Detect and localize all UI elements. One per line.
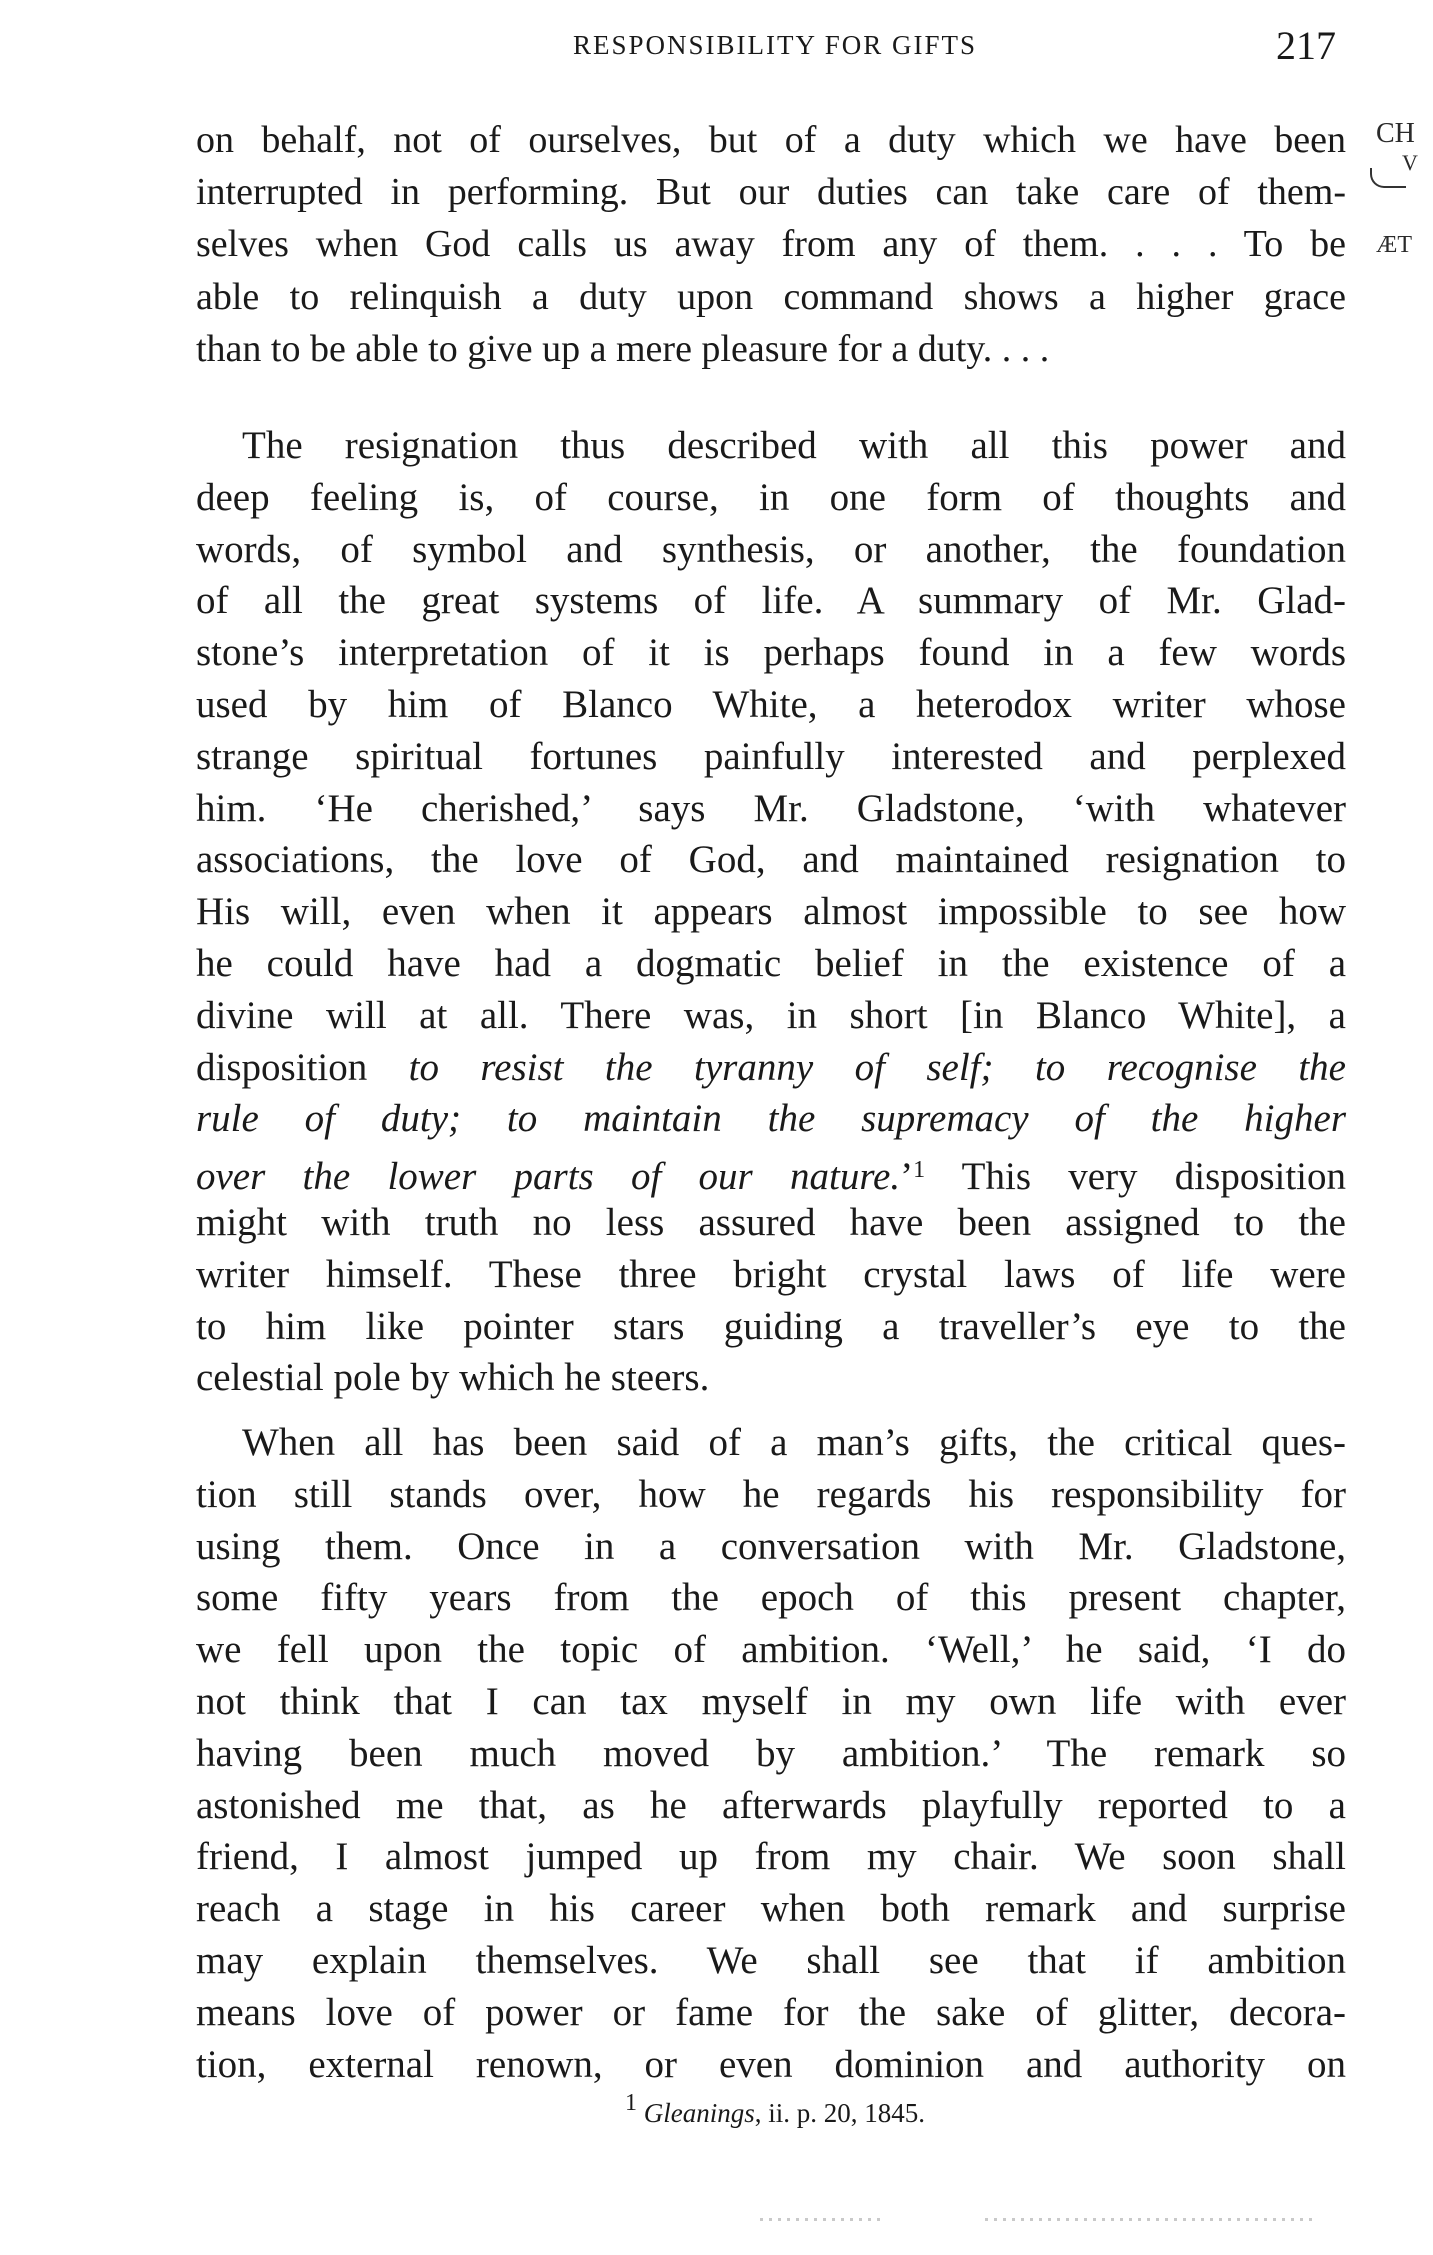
quote-line: able to relinquish a duty upon command shows a higher grace — [196, 275, 1346, 318]
text-line: words, of symbol and synthesis, or another, the foundation — [196, 527, 1346, 571]
text-run: This very disposition — [925, 1155, 1347, 1199]
paragraph-resignation — [196, 420, 1346, 1404]
footnote-marker: 1 — [624, 2090, 637, 2116]
margin-note-v: V — [1402, 150, 1418, 175]
text-line: stone’s interpretation of it is perhaps found in a few words — [196, 631, 1346, 675]
text-line: tion still stands over, how he regards his responsibility for — [196, 1472, 1346, 1516]
scan-speckle — [760, 2218, 880, 2221]
text-line: strange spiritual fortunes painfully interested and perplexed — [196, 734, 1346, 778]
text-line: astonished me that, as he afterwards playfully reported to a — [196, 1783, 1346, 1827]
text-line: used by him of Blanco White, a heterodox writer whose — [196, 682, 1346, 726]
text-line: reach a stage in his career when both remark and surprise — [196, 1887, 1346, 1931]
text-line: divine will at all. There was, in short [in Blanco White], a — [196, 993, 1346, 1037]
text-line: may explain themselves. We shall see that if ambition — [196, 1938, 1346, 1982]
text-run: disposition — [196, 1045, 409, 1089]
footnote-marker: 1 — [913, 1157, 926, 1184]
text-line: some fifty years from the epoch of this present chapter, — [196, 1576, 1346, 1620]
quote-line: interrupted in performing. But our duties can take care of them- — [196, 171, 1346, 214]
text-line: having been much moved by ambition.’ The remark so — [196, 1731, 1346, 1775]
italic-run: to resist the tyranny of self; to recognise the — [408, 1045, 1346, 1089]
text-line: The resignation thus described with all this power and — [242, 424, 1346, 467]
text-line: When all has been said of a man’s gifts, the critical ques- — [242, 1421, 1346, 1464]
margin-note-aet: ÆT — [1376, 232, 1412, 258]
text-line: we fell upon the topic of ambition. ‘Well,’ he said, ‘I do — [196, 1628, 1346, 1672]
quote-line: on behalf, not of ourselves, but of a duty which we have been — [196, 119, 1346, 161]
text-line: might with truth no less assured have been assigned to the — [196, 1200, 1346, 1244]
block-quote — [196, 114, 1346, 375]
quote-line: selves when God calls us away from any of them. . . . To be — [196, 223, 1346, 266]
text-line: means love of power or fame for the sake of glitter, decora- — [196, 1990, 1346, 2034]
text-line: associations, the love of God, and maintained resignation to — [196, 838, 1346, 882]
text-line: he could have had a dogmatic belief in the existence of a — [196, 941, 1346, 985]
text-line: tion, external renown, or even dominion and authority on — [196, 2042, 1346, 2086]
italic-run: over the lower parts of our nature. — [196, 1155, 901, 1199]
text-line: him. ‘He cherished,’ says Mr. Gladstone, ‘with whatever — [196, 786, 1346, 830]
text-line: using them. Once in a conversation with Mr. Gladstone, — [196, 1524, 1346, 1568]
footnote-reference: , ii. p. 20, 1845. — [754, 2098, 925, 2128]
margin-bracket — [1370, 168, 1406, 188]
italic-line: rule of duty; to maintain the supremacy of the higher — [196, 1097, 1346, 1141]
text-line: of all the great systems of life. A summary of Mr. Glad- — [196, 579, 1346, 623]
text-line: friend, I almost jumped up from my chair. We soon shall — [196, 1835, 1346, 1879]
text-line — [196, 1042, 1346, 1094]
text-line: writer himself. These three bright crystal laws of life were — [196, 1252, 1346, 1296]
text-line — [196, 1145, 1346, 1197]
margin-note-ch: CH — [1376, 118, 1415, 149]
quote-line: than to be able to give up a mere pleasure for a duty. . . . — [196, 327, 1050, 370]
text-line: deep feeling is, of course, in one form of thoughts and — [196, 475, 1346, 519]
page-number: 217 — [1276, 23, 1336, 68]
closing-quote: ’ — [900, 1155, 914, 1199]
text-line: to him like pointer stars guiding a traveller’s eye to the — [196, 1304, 1346, 1348]
scan-speckle — [985, 2218, 1315, 2221]
running-header-title: RESPONSIBILITY FOR GIFTS — [572, 30, 978, 60]
footnote-title: Gleanings — [643, 2098, 755, 2128]
text-line: not think that I can tax myself in my own life with ever — [196, 1679, 1346, 1723]
text-line: His will, even when it appears almost impossible to see how — [196, 890, 1346, 934]
footnote — [200, 2090, 1350, 2129]
paragraph-ambition — [196, 1417, 1346, 2090]
text-line: celestial pole by which he steers. — [196, 1356, 710, 1400]
